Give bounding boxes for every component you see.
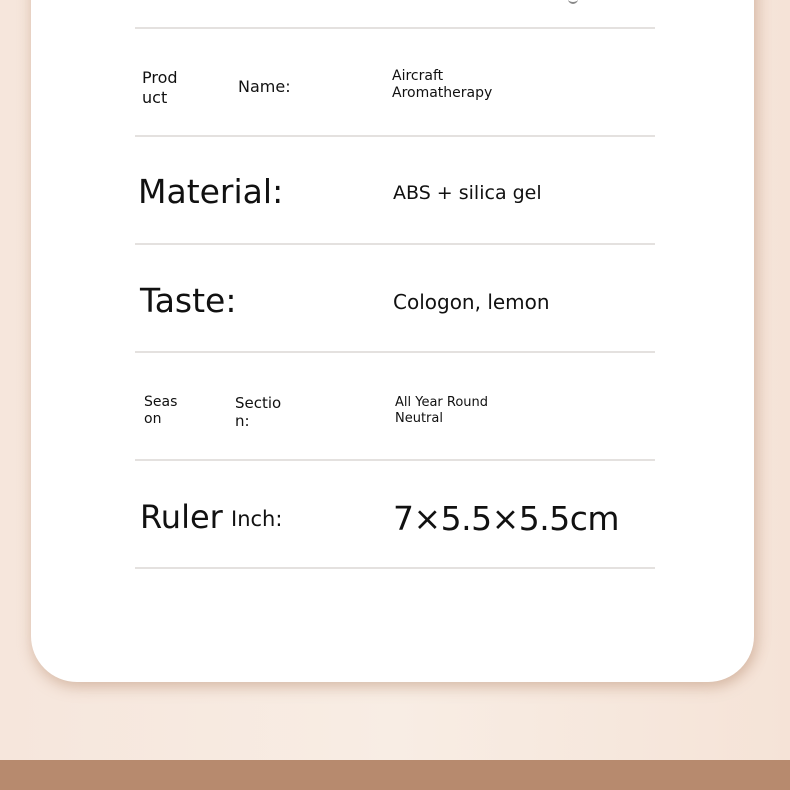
divider-3 (135, 351, 655, 353)
divider-top (135, 27, 655, 29)
size-label-suffix: Inch: (231, 507, 283, 531)
product-spec-card (31, 0, 754, 682)
bottom-band (0, 760, 790, 790)
divider-5 (135, 567, 655, 569)
divider-1 (135, 135, 655, 137)
product-name-value: Aircraft Aromatherapy (392, 68, 493, 101)
divider-2 (135, 243, 655, 245)
size-value: 7×5.5×5.5cm (393, 499, 620, 538)
divider-4 (135, 459, 655, 461)
season-label-suffix: Sectio n: (235, 394, 282, 430)
taste-value: Cologon, lemon (393, 290, 550, 314)
season-label: Seas on (144, 394, 178, 427)
season-value: All Year Round Neutral (395, 395, 489, 426)
material-label: Material: (138, 172, 284, 211)
material-value: ABS + silica gel (393, 182, 542, 204)
product-name-label: Prod uct (142, 68, 178, 107)
taste-label: Taste: (140, 281, 237, 320)
product-name-label-suffix: Name: (238, 77, 291, 96)
size-label: Ruler (140, 498, 223, 536)
